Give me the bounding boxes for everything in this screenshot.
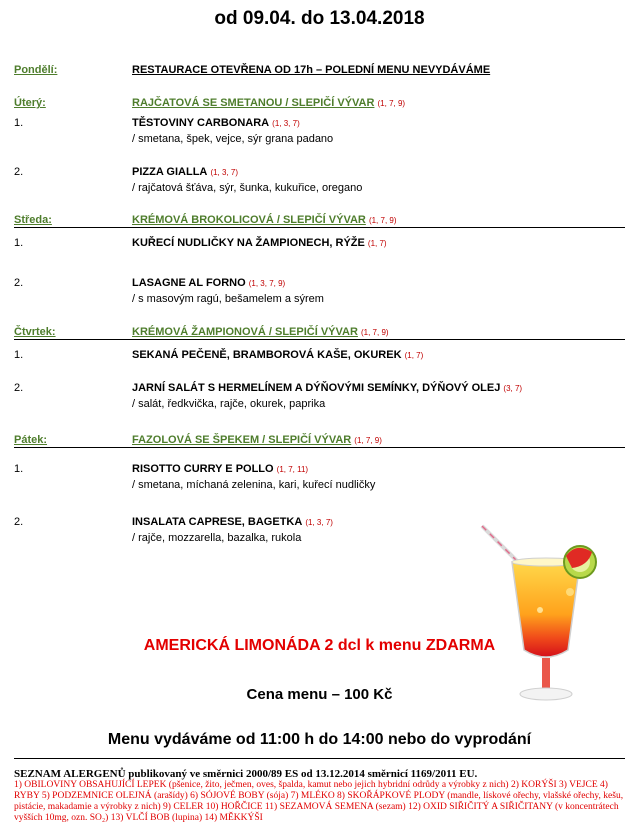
item-description: / s masovým ragú, bešamelem a sýrem: [132, 293, 324, 305]
item-name: TĚSTOVINY CARBONARA: [132, 117, 270, 129]
allergen-list: 1) OBILOVINY OBSAHUJÍCÍ LEPEK (pšenice, žito, ječmen, oves, špalda, kamut nebo jejich hybridní odrůdy a výrobky z nich) 2) KORÝŠI 3) VEJCE 4) RYBY 5) PODZEMNICE OLEJNÁ (arašídy) 6) SÓJOVÉ BOBY (sója) 7) MLÉKO 8) SKOŘÁPKOVÉ PLODY (mandle, lískové ořechy, vlašské ořechy, kešu, pistácie, makadamie a výrobky z nich) 9) CELER 10) HOŘČICE 11) SEZAMOVÁ SEMENA (sezam) 12) OXID SIŘIČITÝ A SIŘIČITANY (v koncentrátech vyšších 10mg, ozn. SO₂) 13) VLČÍ BOB (lupina) 14) MĚKKÝŠI: [14, 780, 624, 823]
item-allergens: (1, 3, 7): [305, 518, 333, 527]
day-label-wednesday: Středa:: [14, 214, 52, 226]
item-name: SEKANÁ PEČENĚ, BRAMBOROVÁ KAŠE, OKUREK: [132, 349, 402, 361]
item-name: KUŘECÍ NUDLIČKY NA ŽAMPIONECH, RÝŽE: [132, 237, 365, 249]
item-allergens: (3, 7): [503, 384, 523, 393]
soup-allergens: (1, 7, 9): [361, 328, 389, 337]
allergen-heading: SEZNAM ALERGENŮ publikovaný ve směrnici 2000/89 ES od 13.12.2014 směrnicí 1169/2011 EU.: [14, 768, 478, 780]
item-number: 2.: [14, 516, 24, 528]
soup-tuesday: RAJČATOVÁ SE SMETANOU / SLEPIČÍ VÝVAR: [132, 97, 375, 109]
item-description: / salát, ředkvička, rajče, okurek, paprika: [132, 398, 326, 410]
item-description: / rajčatová šťáva, sýr, šunka, kukuřice, oregano: [132, 182, 363, 194]
item-number: 2.: [14, 382, 24, 394]
item-name: RISOTTO CURRY E POLLO: [132, 463, 274, 475]
item-name: LASAGNE AL FORNO: [132, 277, 246, 289]
item-allergens: (1, 3, 7): [210, 168, 239, 177]
item-number: 1.: [14, 463, 24, 475]
item-name: PIZZA GIALLA: [132, 166, 208, 178]
item-allergens: (1, 7): [404, 351, 424, 360]
item-allergens: (1, 3, 7, 9): [248, 279, 286, 288]
item-number: 1.: [14, 349, 24, 361]
lemonade-glass-image: [476, 522, 606, 706]
soup-thursday: KRÉMOVÁ ŽAMPIONOVÁ / SLEPIČÍ VÝVAR: [132, 326, 358, 338]
menu-price: Cena menu – 100 Kč: [246, 686, 393, 703]
serving-hours: Menu vydáváme od 11:00 h do 14:00 nebo do vyprodání: [107, 731, 532, 748]
item-description: / rajče, mozzarella, bazalka, rukola: [132, 532, 302, 544]
page-title: od 09.04. do 13.04.2018: [214, 8, 425, 29]
soup-allergens: (1, 7, 9): [354, 436, 382, 445]
item-name: JARNÍ SALÁT S HERMELÍNEM A DÝŇOVÝMI SEMÍNKY, DÝŇOVÝ OLEJ: [132, 382, 501, 394]
item-description: / smetana, špek, vejce, sýr grana padano: [132, 133, 334, 145]
soup-allergens: (1, 7, 9): [377, 99, 406, 108]
allergen-section: [14, 768, 626, 824]
day-label-thursday: Čtvrtek:: [14, 326, 56, 338]
item-allergens: (1, 3, 7): [272, 119, 300, 128]
day-label-monday: Pondělí:: [14, 64, 58, 76]
promo-banner: AMERICKÁ LIMONÁDA 2 dcl k menu ZDARMA: [143, 637, 496, 654]
item-description: / smetana, míchaná zelenina, kari, kuřecí nudličky: [132, 479, 376, 491]
item-name: INSALATA CAPRESE, BAGETKA: [132, 516, 303, 528]
soup-wednesday: KRÉMOVÁ BROKOLICOVÁ / SLEPIČÍ VÝVAR: [132, 214, 366, 226]
item-number: 1.: [14, 237, 24, 249]
item-number: 2.: [14, 277, 24, 289]
soup-allergens: (1, 7, 9): [368, 216, 397, 225]
monday-notice: RESTAURACE OTEVŘENA OD 17h – POLEDNÍ MENU NEVYDÁVÁME: [132, 64, 491, 76]
item-number: 1.: [14, 117, 24, 129]
item-allergens: (1, 7): [367, 239, 387, 248]
day-label-friday: Pátek:: [14, 434, 48, 446]
soup-friday: FAZOLOVÁ SE ŠPEKEM / SLEPIČÍ VÝVAR: [132, 434, 352, 446]
item-allergens: (1, 7, 11): [276, 465, 309, 474]
divider: [14, 758, 625, 759]
item-number: 2.: [14, 166, 24, 178]
day-label-tuesday: Úterý:: [14, 97, 46, 109]
